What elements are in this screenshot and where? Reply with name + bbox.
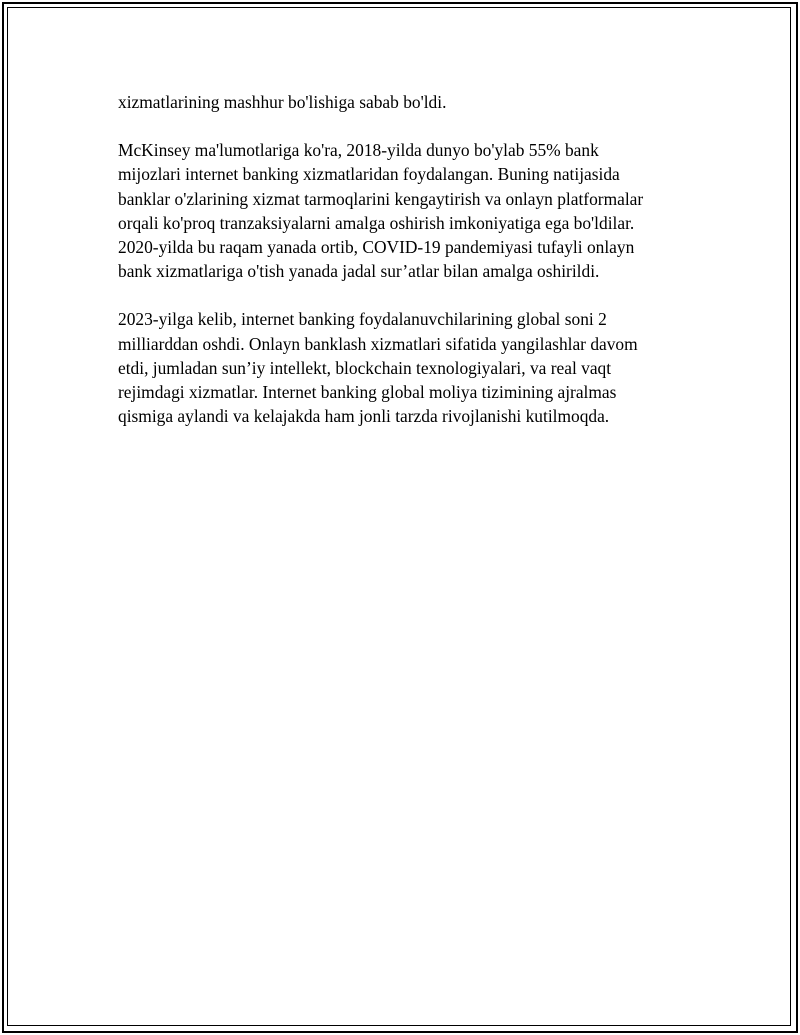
text-line: mijozlari internet banking xizmatlaridan foydalangan. Buning natijasida	[118, 164, 620, 185]
text-line: milliarddan oshdi. Onlayn banklash xizmatlari sifatida yangilashlar davom	[118, 333, 638, 354]
text-line: qismiga aylandi va kelajakda ham jonli tarzda rivojlanishi kutilmoqda.	[118, 406, 610, 427]
text-line: McKinsey ma'lumotlariga ko'ra, 2018-yilda dunyo bo'ylab 55% bank	[118, 140, 599, 161]
text-line: orqali ko'proq tranzaksiyalarni amalga oshirish imkoniyatiga ega bo'ldilar.	[118, 212, 635, 233]
document-body	[118, 90, 678, 452]
text-line: bank xizmatlariga o'tish yanada jadal sur’atlar bilan amalga oshirildi.	[118, 261, 600, 282]
paragraph-3	[118, 307, 678, 428]
paragraph-1	[118, 90, 678, 114]
text-line: 2020-yilda bu raqam yanada ortib, COVID-19 pandemiyasi tufayli onlayn	[118, 237, 635, 258]
text-line: 2023-yilga kelib, internet banking foydalanuvchilarining global soni 2	[118, 309, 607, 330]
text-line: banklar o'zlarining xizmat tarmoqlarini kengaytirish va onlayn platformalar	[118, 188, 644, 209]
paragraph-2	[118, 138, 678, 283]
text-line: rejimdagi xizmatlar. Internet banking global moliya tizimining ajralmas	[118, 382, 617, 403]
text-line: etdi, jumladan sun’iy intellekt, blockchain texnologiyalari, va real vaqt	[118, 357, 612, 378]
text-line: xizmatlarining mashhur bo'lishiga sabab bo'ldi.	[118, 92, 447, 112]
